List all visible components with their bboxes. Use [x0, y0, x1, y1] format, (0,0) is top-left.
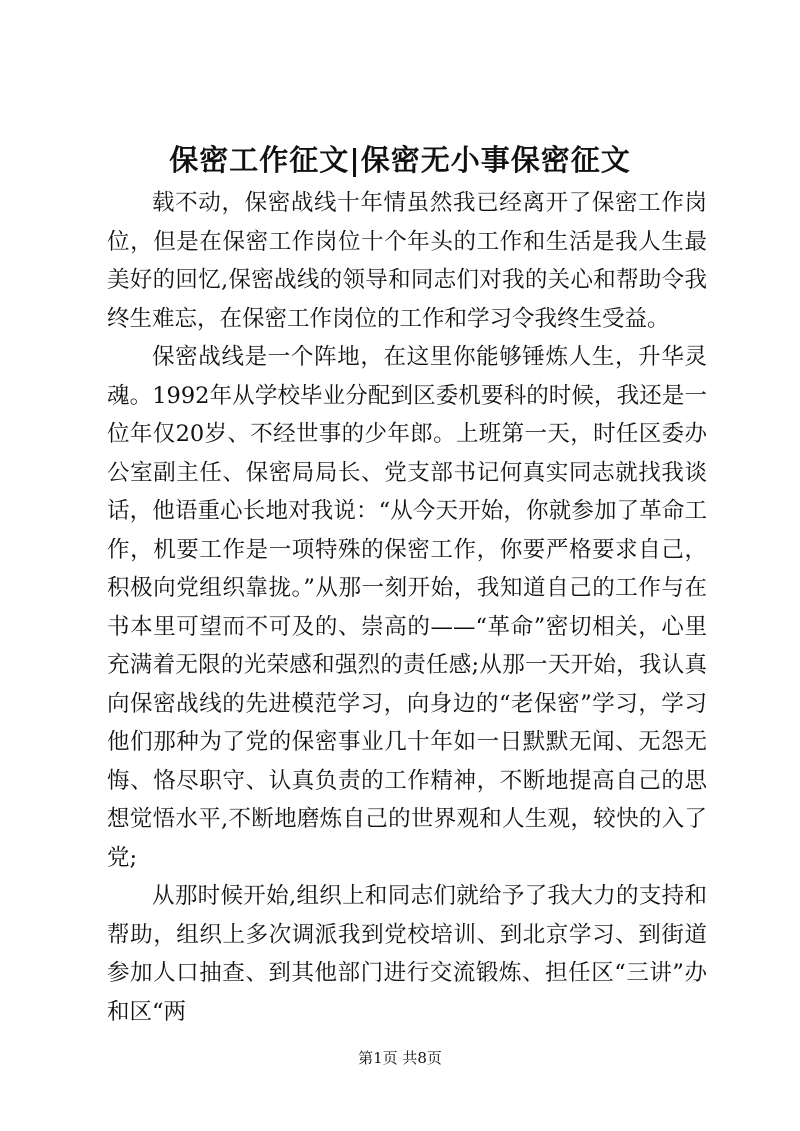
- document-title: 保密工作征文|保密无小事保密征文: [169, 143, 631, 177]
- page-number-footer: 第1页 共8页: [358, 1049, 442, 1067]
- paragraph-3: 从那时候开始,组织上和同志们就给予了我大力的支持和帮助，组织上多次调派我到党校培训、到北京学习、到街道参加人口抽查、到其他部门进行交流锻炼、担任区“三讲”办和区“两: [107, 883, 707, 1025]
- document-body: [107, 184, 707, 1031]
- paragraph-1: 载不动，保密战线十年情虽然我已经离开了保密工作岗位，但是在保密工作岗位十个年头的工作和生活是我人生最美好的回忆,保密战线的领导和同志们对我的关心和帮助令我终生难忘，在保密工作岗位的工作和学习令我终生受益。: [107, 190, 707, 332]
- paragraph-2: 保密战线是一个阵地，在这里你能够锤炼人生，升华灵魂。1992年从学校毕业分配到区委机要科的时候，我还是一位年仅20岁、不经世事的少年郎。上班第一天，时任区委办公室副主任、保密局局长、党支部书记何真实同志就找我谈话，他语重心长地对我说：“从今天开始，你就参加了革命工作，机要工作是一项特殊的保密工作，你要严格要求自己，积极向党组织靠拢。”从那一刻开始，我知道自己的工作与在书本里可望而不可及的、崇高的——“革命”密切相关，心里充满着无限的光荣感和强烈的责任感;从那一天开始，我认真向保密战线的先进模范学习，向身边的“老保密”学习，学习他们那种为了党的保密事业几十年如一日默默无闻、无怨无悔、恪尽职守、认真负责的工作精神，不断地提高自己的思想觉悟水平,不断地磨炼自己的世界观和人生观，较快的入了党;: [107, 344, 707, 871]
